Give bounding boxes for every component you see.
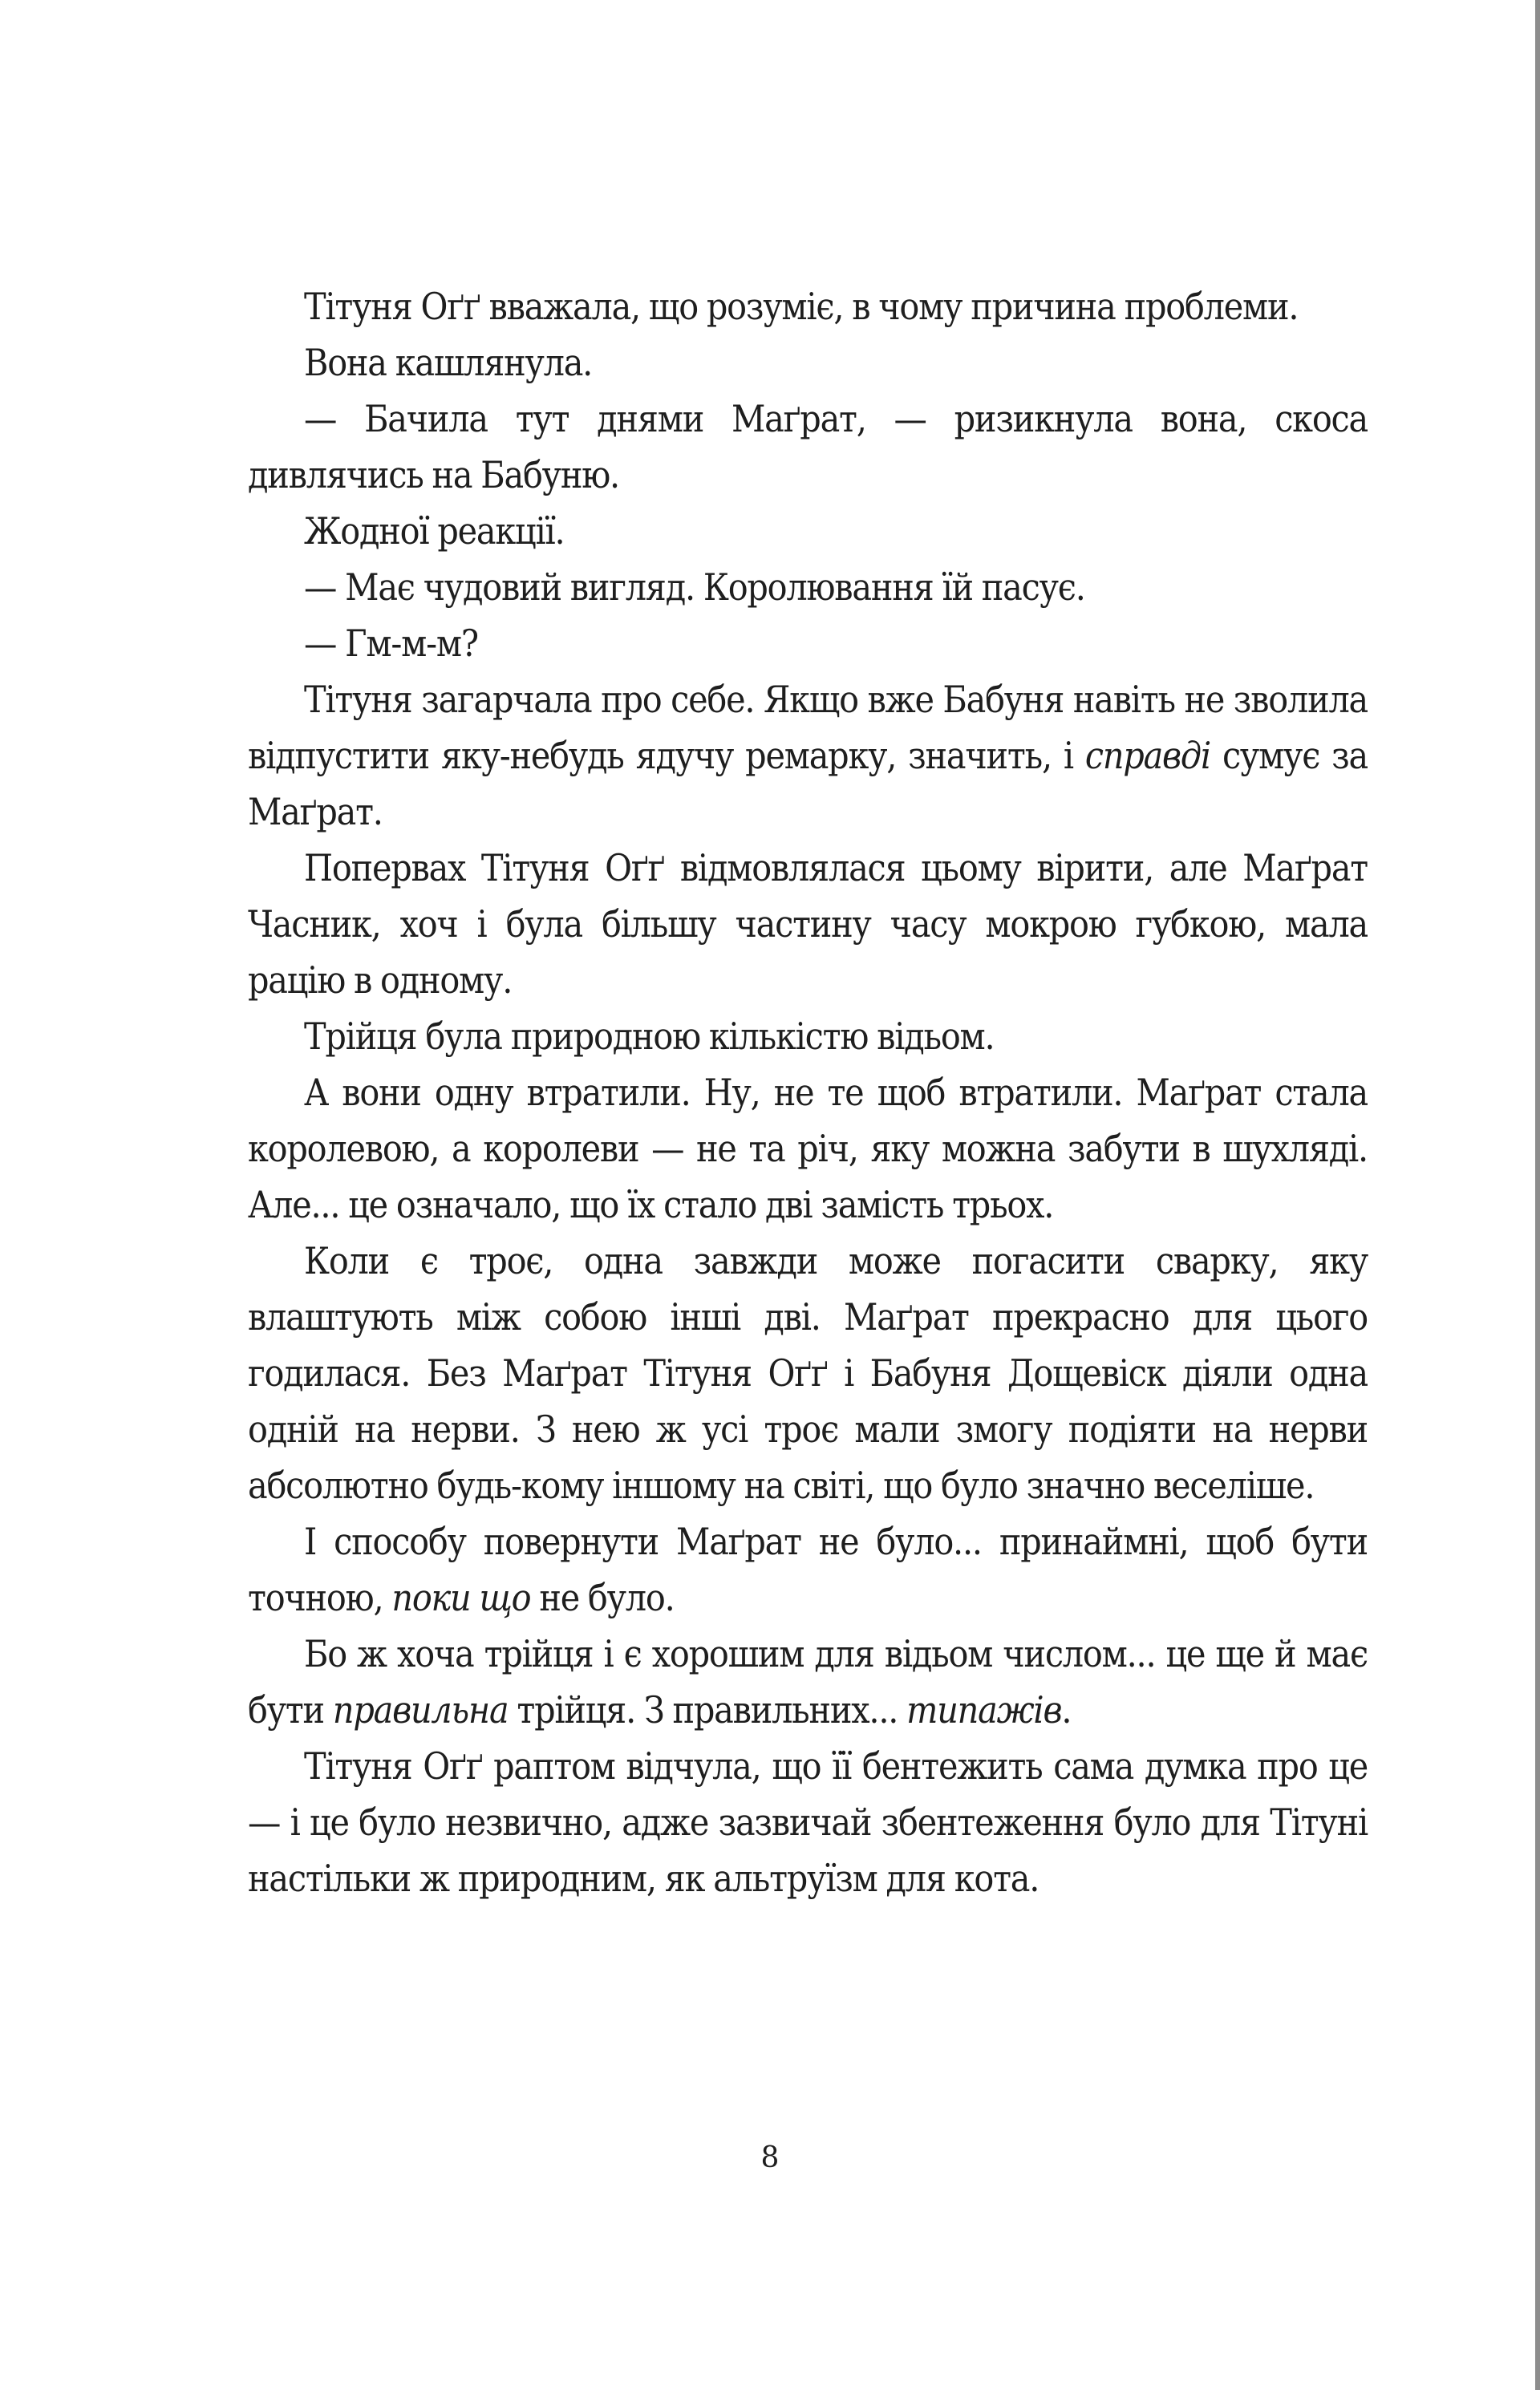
text-run: не було. [530, 1576, 675, 1619]
paragraph [248, 1064, 1368, 1233]
text-run: сумує за Маґрат. [248, 734, 1368, 833]
paragraph [248, 840, 1368, 1008]
paragraph [248, 278, 1368, 334]
paragraph [248, 671, 1368, 840]
paragraph [248, 1008, 1368, 1064]
text-run: І способу повернути Маґрат не було... принаймні, щоб бути точною, [248, 1520, 1368, 1619]
paragraph [248, 503, 1368, 559]
paragraph [248, 559, 1368, 615]
text-run: Тітуня загарчала про себе. Якщо вже Бабуня навіть не зволила відпустити яку-небудь ядучу ремарку, значить, і [248, 678, 1368, 777]
paragraph [248, 615, 1368, 671]
text-run: Попервах Тітуня Оґґ відмовлялася цьому вірити, але Маґрат Часник, хоч і була більшу частину часу мокрою губкою, мала рацію в одному. [248, 846, 1368, 1002]
italic-text: поки що [391, 1576, 531, 1619]
text-run: — Бачила тут днями Маґрат, — ризикнула вона, скоса дивлячись на Бабуню. [248, 397, 1368, 496]
text-run: трійця. З правильних... [508, 1688, 907, 1732]
italic-text: типажів [906, 1688, 1062, 1732]
paragraph [248, 1626, 1368, 1738]
paragraph [248, 1513, 1368, 1626]
paragraph [248, 334, 1368, 391]
paragraph [248, 391, 1368, 503]
text-run: Коли є троє, одна завжди може погасити сварку, яку влаштують між собою інші дві. Маґрат прекрасно для цього годилася. Без Маґрат Тітуня Оґґ і Бабуня Дощевіск діяли одна одній на нерви. З нею ж усі троє мали змогу подіяти на нерви абсолютно будь-кому іншому на світі, що було значно веселіше. [248, 1239, 1368, 1507]
paragraph [248, 1233, 1368, 1513]
page-number: 8 [760, 2141, 780, 2174]
text-run: Тітуня Оґґ вважала, що розуміє, в чому причина проблеми. [304, 285, 1299, 328]
paragraph [248, 1738, 1368, 1906]
text-run: Трійця була природною кількістю відьом. [304, 1015, 995, 1058]
text-run: Жодної реакції. [304, 509, 565, 553]
body-text [248, 278, 1368, 1906]
text-run: — Гм-м-м? [304, 622, 478, 665]
page-edge-shadow [1535, 0, 1540, 2390]
text-run: Бо ж хоча трійця і є хорошим для відьом числом... це ще й має бути [248, 1632, 1368, 1732]
text-run: Вона кашлянула. [304, 341, 593, 384]
italic-text: правильна [332, 1688, 509, 1732]
text-run: — Має чудовий вигляд. Королювання їй пасує. [304, 565, 1085, 609]
italic-text: справді [1084, 734, 1210, 777]
text-run: А вони одну втратили. Ну, не те щоб втратили. Маґрат стала королевою, а королеви — не та річ, яку можна забути в шухляді. Але... це означало, що їх стало дві замість трьох. [248, 1071, 1368, 1226]
text-run: Тітуня Оґґ раптом відчула, що її бентежить сама думка про це — і це було незвично, адже зазвичай збентеження було для Тітуні настільки ж природним, як альтруїзм для кота. [248, 1744, 1368, 1900]
text-run: . [1061, 1688, 1072, 1732]
